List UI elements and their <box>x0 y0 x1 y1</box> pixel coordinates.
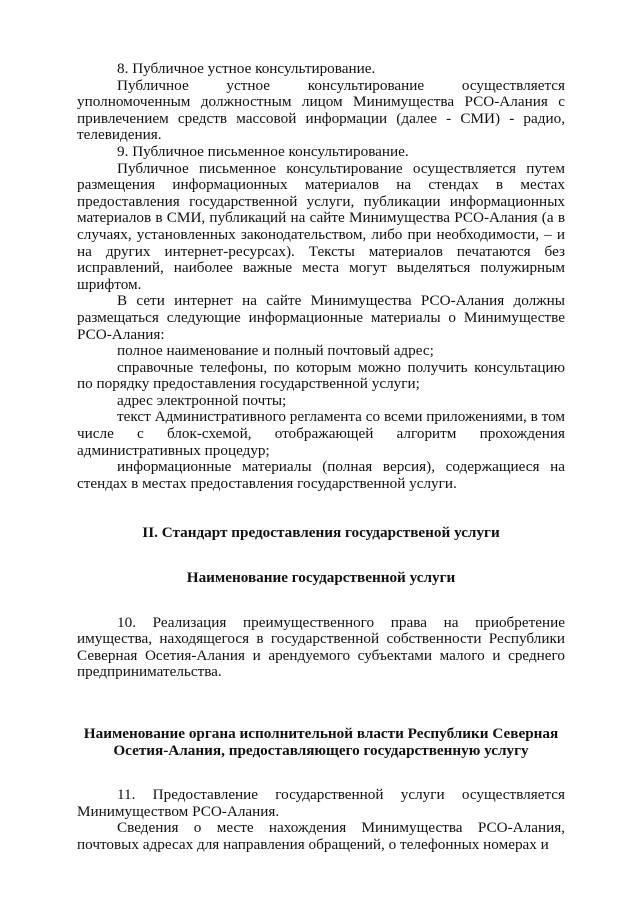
paragraph-8-title: 8. Публичное устное консультирование. <box>117 60 376 77</box>
subheading-service-name: Наименование государственной услуги <box>186 569 456 587</box>
paragraph-8-body: Публичное устное консультирование осуществляется уполномоченным должностным лицом Минимущества РСО-Алания с привлечением средств массовой информации (далее - СМИ) - радио, телевидения. <box>77 76 565 144</box>
paragraph-12: Сведения о месте нахождения Минимущества РСО-Алания, почтовых адресах для направления обращений, о телефонных номерах и <box>77 819 565 853</box>
paragraph-10: 10. Реализация преимущественного права на приобретение имущества, находящегося в государственной собственности Республики Северная Осетия-Алания и арендуемого субъектами малого и среднего предпринимательства. <box>77 613 565 681</box>
paragraph-9-title: 9. Публичное письменное консультирование. <box>117 142 409 160</box>
paragraph-11: 11. Предоставление государственной услуги осуществляется Минимуществом РСО-Алания. <box>77 786 565 820</box>
document-page <box>77 61 565 854</box>
list-item-email: адрес электронной почты; <box>117 391 287 409</box>
paragraph-internet-intro: В сети интернет на сайте Минимущества РСО-Алания должны размещаться следующие информационные материалы о Минимуществе РСО-Алания: <box>77 292 565 343</box>
section-heading: II. Стандарт предоставления государственой услуги <box>142 524 500 542</box>
subheading-authority: Наименование органа исполнительной власти Республики Северная Осетия-Алания, предоставляющего государственную услугу <box>83 725 559 759</box>
list-item-regulation-text: текст Административного регламента со всеми приложениями, в том числе с блок-схемой, отображающей алгоритм прохождения административных процедур; <box>77 408 565 459</box>
list-item-info-materials: информационные материалы (полная версия), содержащиеся на стендах в местах предоставления государственной услуги. <box>77 458 565 492</box>
list-item-phones: справочные телефоны, по которым можно получить консультацию по порядку предоставления государственной услуги; <box>77 358 565 393</box>
paragraph-9-body: Публичное письменное консультирование осуществляется путем размещения информационных материалов на стендах в местах предоставления государственной услуги, публикации информационных материалов в СМИ, публикаций на сайте Минимущества РСО-Алания (а в случаях, установленных законодательством, либо при необходимости, – и на других интернет-ресурсах). Тексты материалов печатаются без исправлений, наиболее важные места могут выделяться полужирным шрифтом. <box>77 159 565 293</box>
list-item-address: полное наименование и полный почтовый адрес; <box>117 342 434 360</box>
